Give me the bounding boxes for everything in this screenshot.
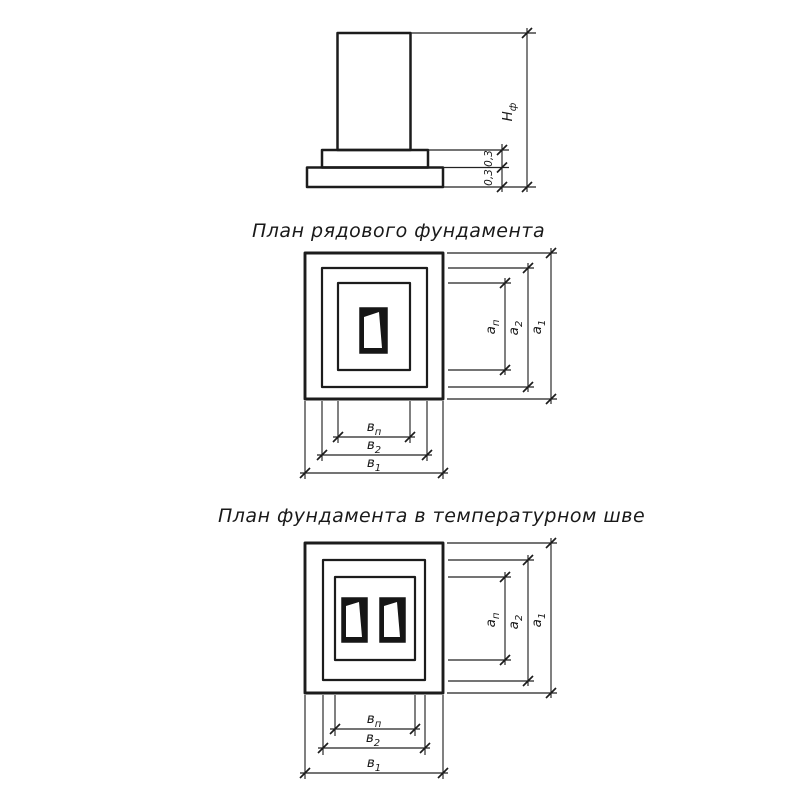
plan-expansion-view <box>300 538 557 779</box>
upper-step-outline <box>322 150 428 168</box>
foundation-elevation-view <box>307 28 536 192</box>
dim-label-step-upper: 0,3 <box>483 150 495 167</box>
plan-ordinary-title: План рядового фундамента <box>252 220 546 242</box>
dim-label-bp: $в_п$ <box>366 711 382 730</box>
dim-label-b2: $в_2$ <box>365 730 381 749</box>
dim-label-a1: $а_1$ <box>529 612 548 628</box>
plan-ordinary-view <box>300 248 557 479</box>
dim-label-b2: $в_2$ <box>366 437 382 456</box>
footing-outline-b1 <box>305 543 443 693</box>
dim-label-an: $а_п$ <box>483 612 502 628</box>
column-outline <box>338 33 411 150</box>
base-slab-outline <box>307 168 443 188</box>
dim-label-bp: $в_п$ <box>366 419 382 438</box>
dim-label-step-lower: 0,3 <box>483 169 495 186</box>
dim-label-a2: $а_2$ <box>506 614 525 630</box>
dim-label-a2: $а_2$ <box>506 320 525 336</box>
dim-label-b1: $в_1$ <box>366 755 382 774</box>
dim-label-Hf: $Н_ф$ <box>500 102 519 122</box>
dim-label-b1: $в_1$ <box>366 455 382 474</box>
dim-label-a1: $а_1$ <box>529 319 548 335</box>
socket-highlight <box>364 312 382 348</box>
plan-expansion-title: План фундамента в температурном шве <box>218 505 646 527</box>
dim-label-an: $а_п$ <box>483 319 502 335</box>
